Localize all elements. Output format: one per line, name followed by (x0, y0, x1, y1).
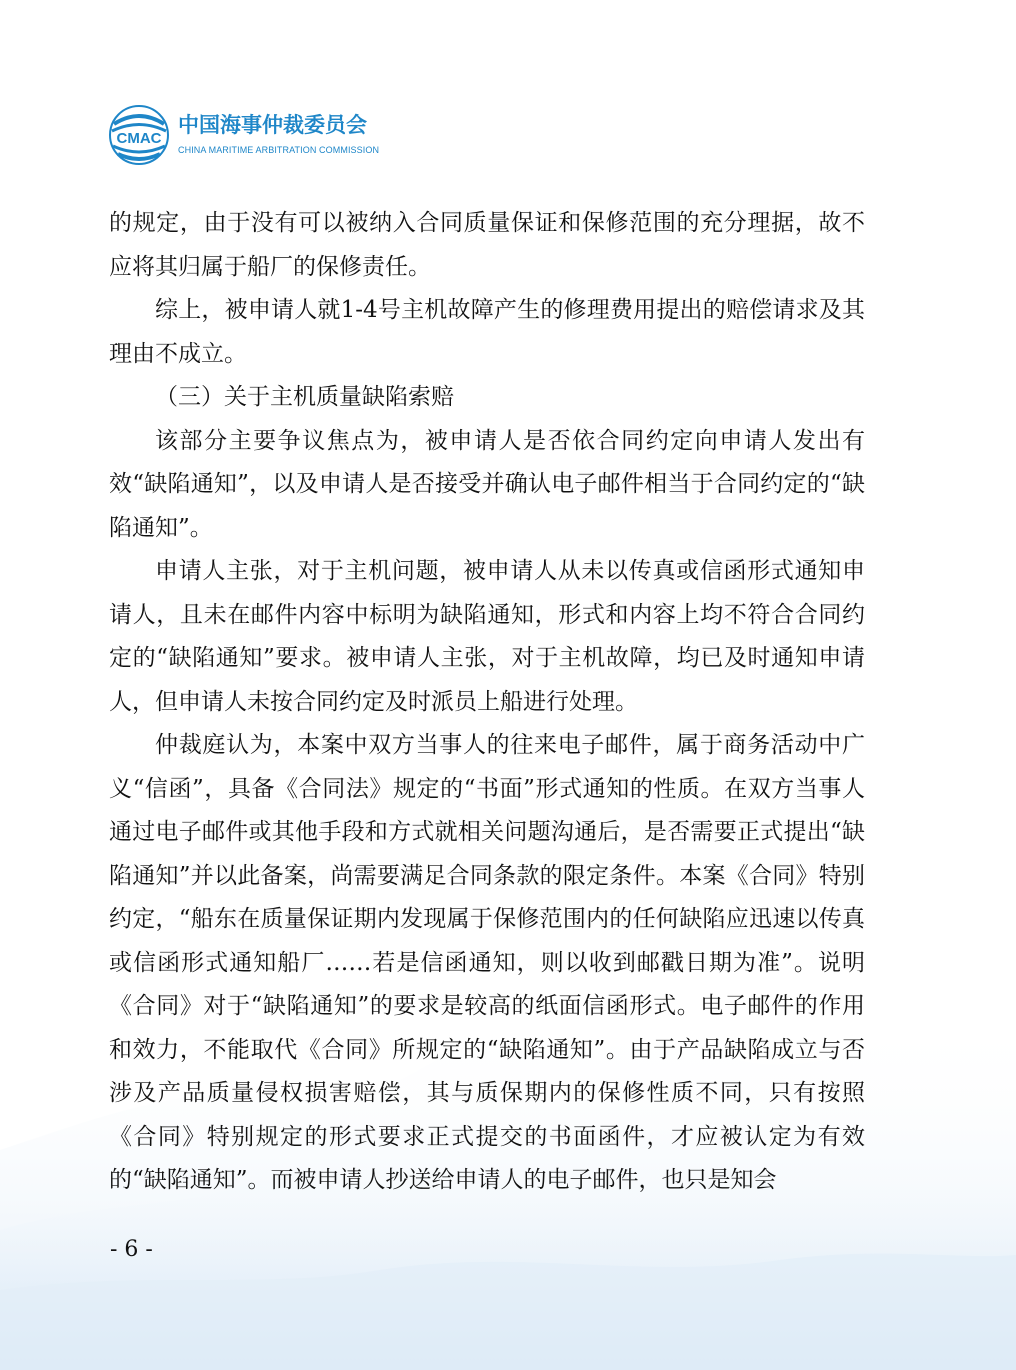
organization-name-en: CHINA MARITIME ARBITRATION COMMISSION (178, 145, 380, 155)
letterhead (108, 104, 508, 170)
organization-name-cn: 中国海事仲裁委员会 (178, 113, 367, 137)
svg-text:CMAC: CMAC (116, 130, 162, 147)
paragraph: 该部分主要争议焦点为，被申请人是否依合同约定向申请人发出有效“缺陷通知”，以及申请人是否接受并确认电子邮件相当于合同约定的“缺陷通知”。 (109, 427, 865, 541)
document-body (109, 202, 865, 1203)
section-heading: （三）关于主机质量缺陷索赔 (155, 384, 454, 410)
page-number: - 6 - (110, 1237, 153, 1262)
cmac-globe-logo-icon (108, 104, 170, 166)
paragraph: 申请人主张，对于主机问题，被申请人从未以传真或信函形式通知申请人，且未在邮件内容中标明为缺陷通知，形式和内容上均不符合合同约定的“缺陷通知”要求。被申请人主张，对于主机故障，均已及时通知申请人，但申请人未按合同约定及时派员上船进行处理。 (109, 558, 865, 715)
paragraph: 的规定，由于没有可以被纳入合同质量保证和保修范围的充分理据，故不应将其归属于船厂的保修责任。 (109, 210, 865, 280)
paragraph: 仲裁庭认为，本案中双方当事人的往来电子邮件，属于商务活动中广义“信函”，具备《合同法》规定的“书面”形式通知的性质。在双方当事人通过电子邮件或其他手段和方式就相关问题沟通后，是否需要正式提出“缺陷通知”并以此备案，尚需要满足合同条款的限定条件。本案《合同》特别约定，“船东在质量保证期内发现属于保修范围内的任何缺陷应迅速以传真或信函形式通知船厂……若是信函通知，则以收到邮戳日期为准”。说明《合同》对于“缺陷通知”的要求是较高的纸面信函形式。电子邮件的作用和效力，不能取代《合同》所规定的“缺陷通知”。由于产品缺陷成立与否涉及产品质量侵权损害赔偿，其与质保期内的保修性质不同，只有按照《合同》特别规定的形式要求正式提交的书面函件，才应被认定为有效的“缺陷通知”。而被申请人抄送给申请人的电子邮件，也只是知会 (109, 732, 865, 1193)
paragraph: 综上，被申请人就1-4号主机故障产生的修理费用提出的赔偿请求及其理由不成立。 (109, 297, 865, 367)
